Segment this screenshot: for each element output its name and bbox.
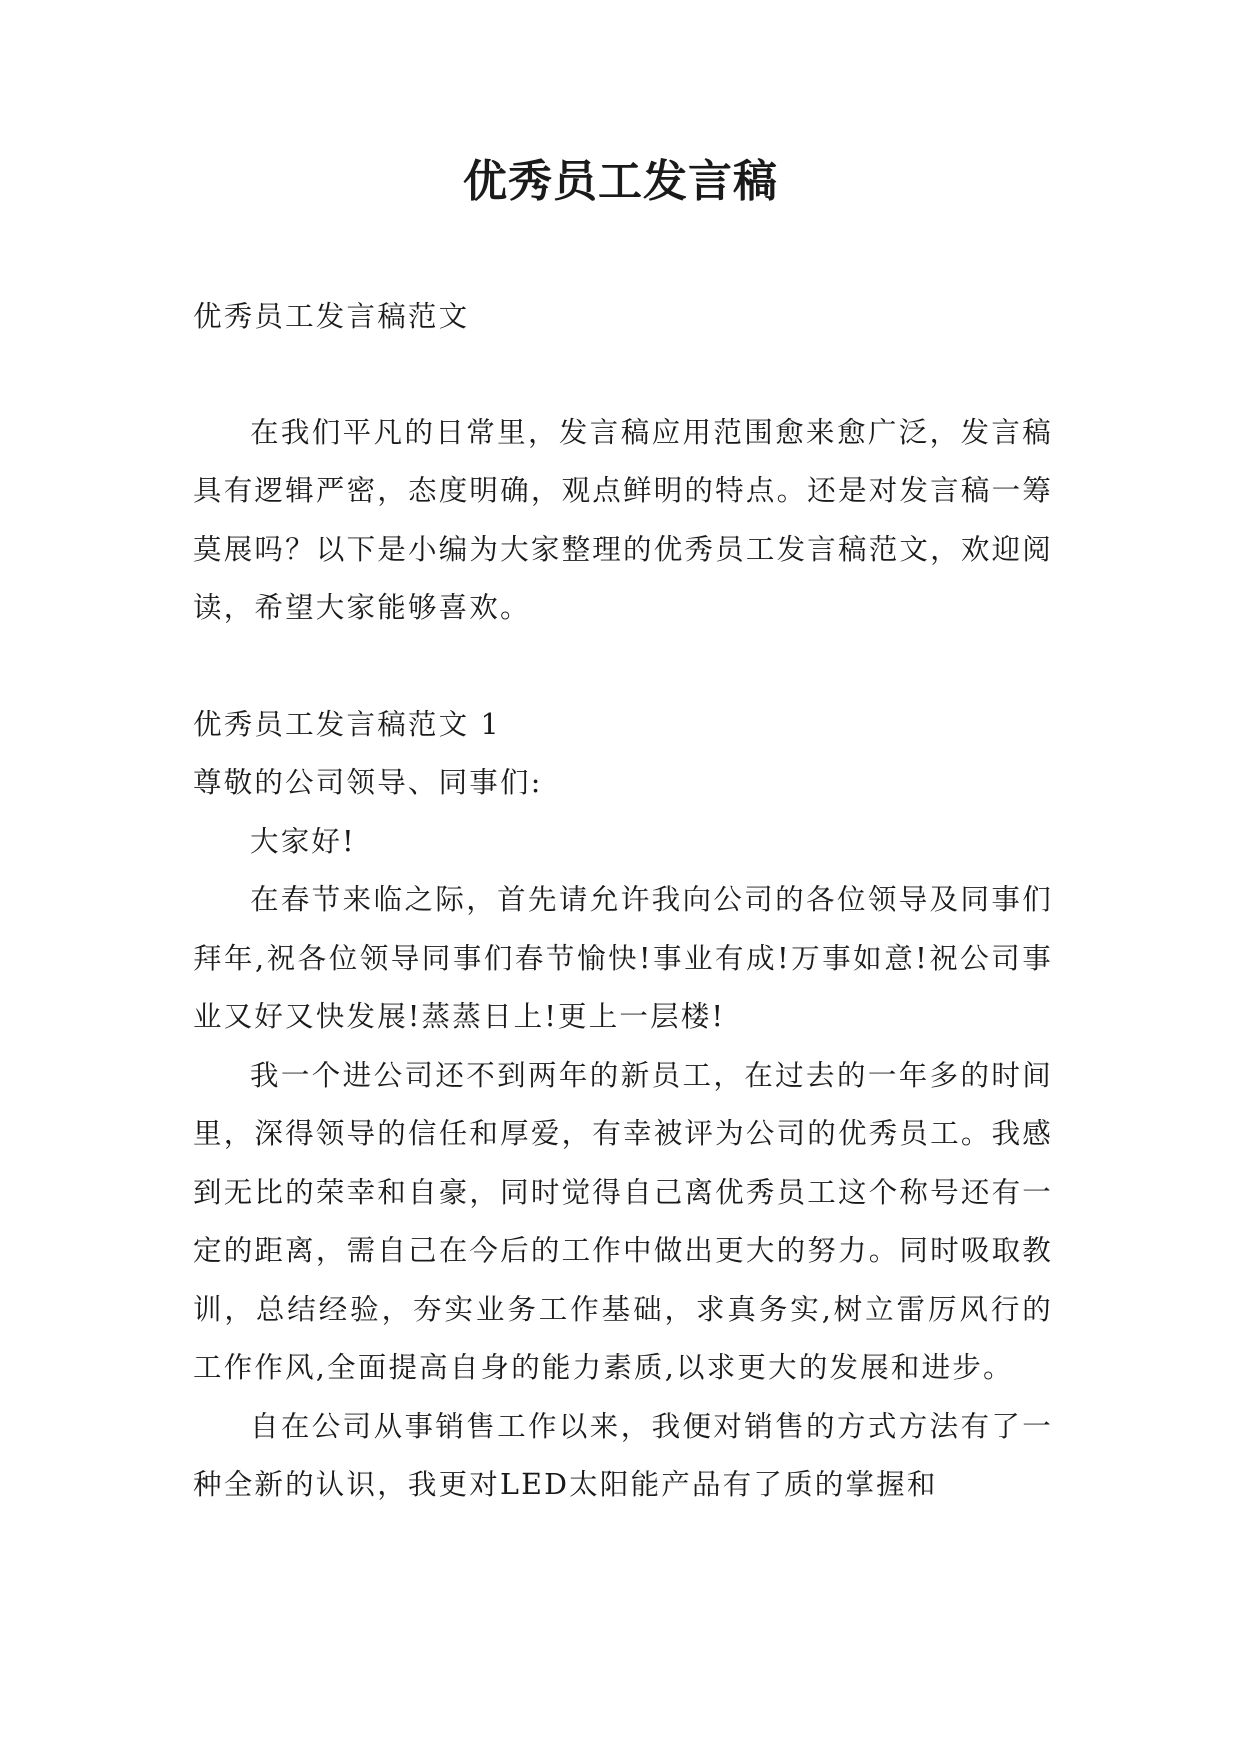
intro-paragraph: 在我们平凡的日常里，发言稿应用范围愈来愈广泛，发言稿具有逻辑严密，态度明确，观点鲜明的特点。还是对发言稿一筹莫展吗？以下是小编为大家整理的优秀员工发言稿范文，欢迎阅读，希望大家能够喜欢。	[193, 415, 1053, 624]
greeting: 大家好!	[250, 824, 356, 858]
document-subtitle: 优秀员工发言稿范文	[193, 300, 470, 333]
section-heading: 优秀员工发言稿范文 1	[193, 707, 501, 741]
document-body	[193, 288, 1053, 1515]
spacer	[193, 638, 1053, 696]
body-paragraph: 自在公司从事销售工作以来，我便对销售的方式方法有了一种全新的认识，我更对LED太阳能产品有了质的掌握和	[193, 1409, 1053, 1501]
body-paragraph: 我一个进公司还不到两年的新员工，在过去的一年多的时间里，深得领导的信任和厚爱，有幸被评为公司的优秀员工。我感到无比的荣幸和自豪，同时觉得自己离优秀员工这个称号还有一定的距离，需自己在今后的工作中做出更大的努力。同时吸取教训，总结经验，夯实业务工作基础，求真务实,树立雷厉风行的工作作风,全面提高自身的能力素质,以求更大的发展和进步。	[193, 1058, 1053, 1384]
salutation: 尊敬的公司领导、同事们:	[193, 766, 543, 799]
document-title: 优秀员工发言稿	[463, 156, 778, 207]
body-paragraph: 在春节来临之际，首先请允许我向公司的各位领导及同事们拜年,祝各位领导同事们春节愉快!事业有成!万事如意!祝公司事业又好又快发展!蒸蒸日上!更上一层楼!	[193, 883, 1053, 1033]
spacer	[193, 347, 1053, 404]
